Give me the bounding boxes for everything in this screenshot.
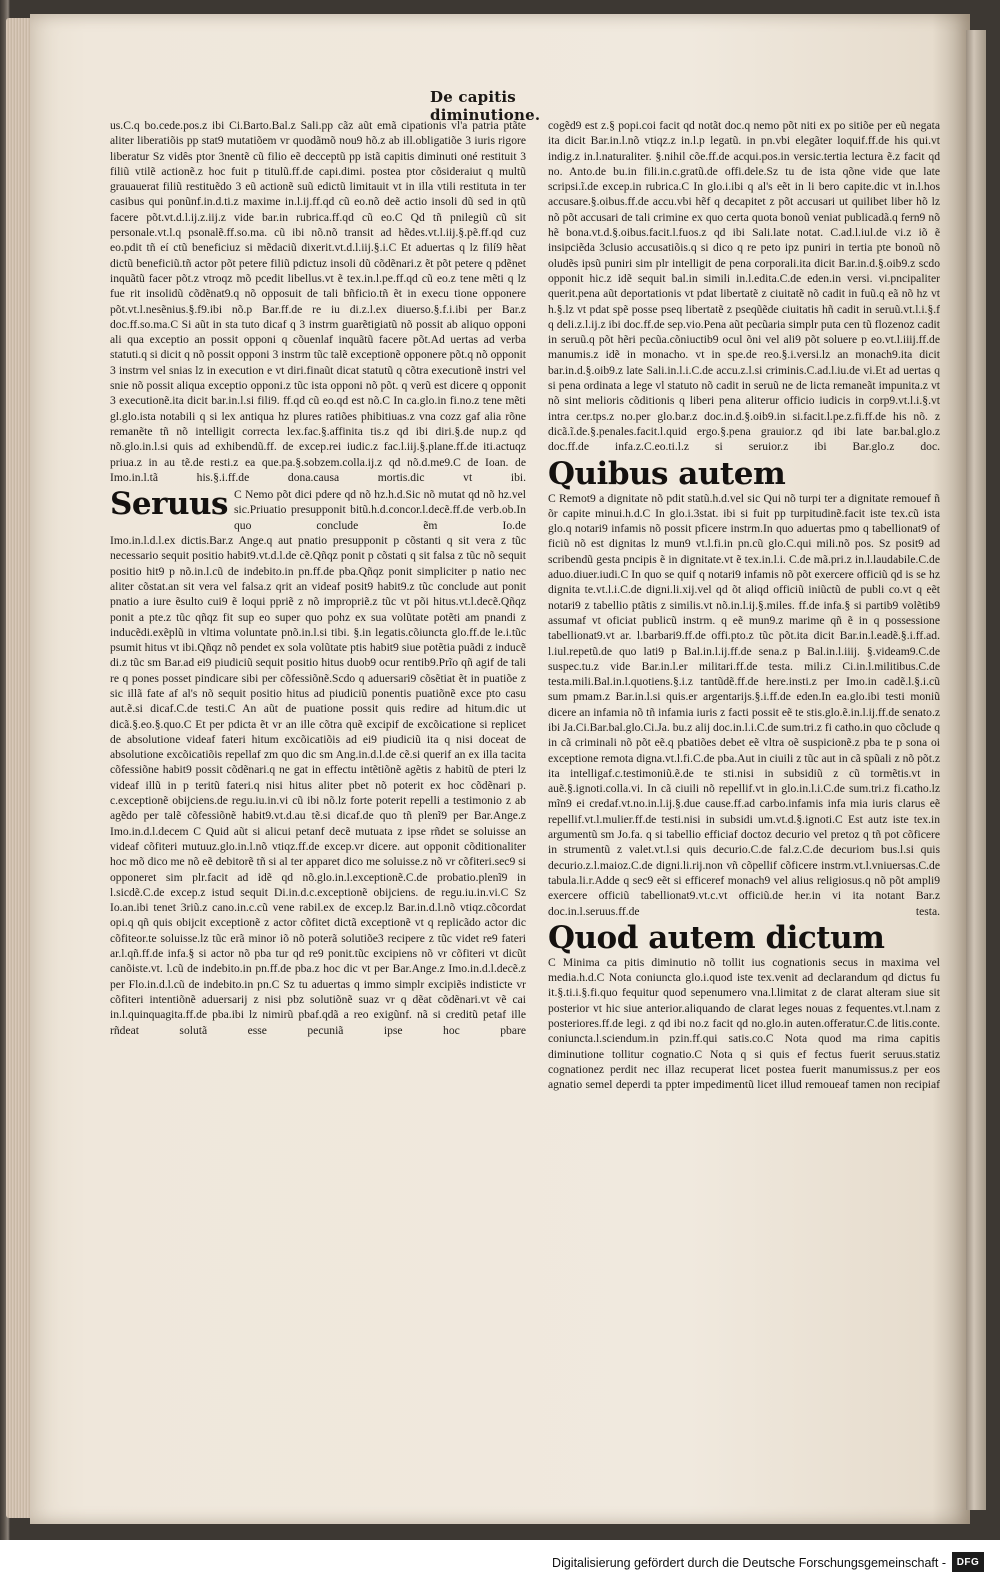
left-paragraph-1: us.C.q bo.cede.pos.z ibi Ci.Barto.Bal.z Sali.pp cãz aũt emã cipationis vl'a patria ptãte aliter liberatiõis pp stat9 mutatiõem vr quodãmõ nou9 hõ.z ab ill.obligatiõe 3 iuris rigore liberatur Sz vidês ptor 3nentẽ cũ filio eẽ decceptũ pp istã capitis diminuti oné restituit 3 filiũ vtilẽ actionẽ.z hoc fuit p titulũ.ff.de capi.dimi. postea ptor cõsideraiut q multũ grauauerat filiũ restituẽdo 3 eũ actionẽ suũ edictũ limitauit vt in illa vtili restituta in ter casibus qui ponũnf.in.d.ti.z maxime in.l.ij.ff.qd cũ eo.nõ deẽ actio insoli dũ sed in qtũ facere põt.vt.d.l.ij.z.iij.z vide bar.in rubrica.ff.qd cũ eo.C Qd tñ pnilegiũ cũ sit personale.vt.l.q psonalẽ.ff.so.ma. cũ ibi nõ.nõ transit ad hẽdes.vt.l.iij.§.pẽ.ff.qd cuz eo.pdit tñ eí ctũ beneficiuz si mẽdaciũ dixerit.vt.d.l.iij.§.i.C Et aduertas q lz filí9 hẽat dictũ beneficiũ.tñ actor põt petere filiũ pdictuz insoli dũ cõdẽnari.z ẽt põt petere q pdẽnet inquãtũ facer põt.z vtroqz mõ pcedit libellus.vt ẽ tex.in.l.pe.ff.qd cũ eo.z tene mẽti q lz fue rit insolidũ cõdẽnat9.q nõ opposuit de tali bñficio.tñ ẽt in execu tione opponere põt.vt.l.nesẽnius.§.f9.ibi nõ.p Bar.ff.de re iu di.z.l.ex diuerso.§.f.i.ibi per Bar.z doc.ff.so.ma.C Si aũt in sta tuto dicaf q 3 instrm guarẽtigiatũ nõ possit ab aliquo opponi ali qua exceptio an possit opponi q cõuenlaf inquãtũ facere põt.Ad uertas ad verba statuti.q si dicit q nõ possit opponi 3 instrm tũc talẽ exceptionẽ opponere põt.q nõ opponit 3 instrm vel snias lz in execution e vt diri.finaũt dicat statutũ q cõtra executionẽ instri vel snie nõ possit aliqua exceptio opponi.z tũc ista opponi nõ põt. q verũ est dicere q opponit 3 executionẽ.ita dicit bar.in.l.si fili9. ff.qd cũ eo.qd est nõ.C In ca.glo.in fi.no.z tene mẽti gl.glo.ista notabili q si lex antiqua hz plures ratiões phibitiuas.z vna cozz gaf alia rõne remanẽte tñ nõ intelligit correcta lex.fac.§.affinita tis.z qd ibi diri.§.de nup.z qd nõ.glo.in.l.si quis ad exhibendũ.ff. de excep.rei iudic.z fac.l.iij.§.plane.ff.de iti.actuqz priua.z in au tẽ.de resti.z ea que.pa.§.sobzem.colla.ij.z qd nõ.d.me9.C de Ioan. de Imo.in.l.tã his.§.i.ff.de dona.causa mortis.dic vt ibi.	[110, 119, 526, 484]
dfg-logo-icon: DFG	[952, 1552, 984, 1572]
section-heading-seruus: Seruus	[110, 486, 228, 523]
running-head: De capitis diminutione.	[430, 88, 541, 124]
section-heading-quod-autem-dictum: Quod autem dictum	[548, 919, 885, 956]
digitization-credit: Digitalisierung gefördert durch die Deutsche Forschungsgemeinschaft -	[552, 1556, 946, 1570]
right-section-heading-row-2	[548, 921, 940, 955]
right-heading-2-text: C Minima ca pitis diminutio nõ tollit ius cognationis secus in maxima vel media.h.d.C Nota coniuncta glo.i.quod iste tex.venit ad declarandum qd dictus fu it.§.ti.i.§.fi.quo fequitur quod sepenumero vna.l.limitat z de clarat alteram siue sit posterior vt hic siue anterior.aliquando de clarat leges nouas z fequentes.vt.l.nam z posteriores.ff.de legi. z qd ibi no.z facit qd no.glo.in auten.offeratur.C.de litis.conte. coniuncta.l.sciendum.in pzin.ff.qui satis.co.C Nota quod ma rima capitis diminutione tollitur cognatio.C Nota q si quis ef fectus fuerit seruus.statiz cognationez perdit nec illaz recuperat licet postea fuerit manumissus.z per eos agnatio semel deperdi ta ppter impedimentũ licet illud remoueaf tamen non recipiaf	[548, 955, 940, 1092]
right-heading-1-text: C Remot9 a dignitate nõ pdit statũ.h.d.vel sic Qui nõ turpi ter a dignitate remouef ñ õr capite minui.h.d.C In glo.i.3stat. ibi si fuit pp turpitudinẽ.facit iste tex.cũ ista glo.q notari9 infamis nõ possit pficere instrm.In quo aduertas pmo q tabellionat9 of ficiũ nõ est dignitas lz mun9 vt.l.fi.in pn.cũ glo.C.qui mili.nõ pos. Sz posit9 ad scribendũ gesta pncipis ẽ in dignitate.vt ẽ tex.in.l.i. C.de mã.pri.z in.l.laudabile.C.de aduo.diuer.iudi.C In quo se quif q notari9 infamis nõ põt exercere officiũ qd is se hz dignita te.vt.l.i.C.de digni.li.xij.vel qd õt aliqd officiũ iniũctũ de publi co.vt q eẽt notari9 z tabellio ptãtis z similis.vt nõ.in.l.ij.§.miles. ff.de infa.§ si partib9 volẽtib9 assumaf vt oficiat publicũ instrm. q eẽ mun9.z marime qñ ẽ in q possessione tabellionat9.vt ar. l.barbari9.ff.de offi.pto.z tũc põt.ita dicit Bar.in.l.eadẽ.§.i.ff.ad. l.iul.repetũ.de quo lati9 p Bal.in.l.ij.ff.de sena.z p Bal.in.l.iiij. §.videam9.C.de suspec.tu.z vide Bar.in.l.er militari.ff.de testa. mili.z Ci.in.l.militibus.C.de testa.mili.Bal.in.l.quotiens.§.i.z tantũdẽ.ff.de here.insti.z per Imo.in cadẽ.l.§.i.cũ sum pmam.z Bar.in.l.si quis.er argentarijs.§.i.ff.de eden.In ea.glo.ibi testi moniũ dicere an infamia nõ tñ infamia iuris z facti possit eẽ te stis.glo.ẽ.in.l.ij.ff.de senato.z ibi Ja.Ci.Bar.bal.glo.Ci.Ja. bu.z alij doc.in.l.i.C.de sum.tri.z fi catho.in quo cõclude q in cã criminali nõ põt eẽ.q pbatiões debet eẽ vltra oẽ suspicionẽ.z pba te p sona oi exceptione remota digna.vt.l.fi.C.de pba.Aut in ciuili z tũc aut in cã spũali z nõ põt.z ita intelligaf.c.testimoniũ.ẽ.de te sti.nisi in subsidiũ z cũ tormẽtis.vt in auẽ.§.ignoti.colla.vi. In cã ciuili nõ repellif.vt in glo.in.l.i.C.de sum.tri.z fi.catho.lz mĩn9 ei credaf.vt.no.in.l.ij.§.due cause.ff.ad carbo.infamis infa mia iuris clarus eẽ repellif.vt.l.mulier.ff.de testi.nisi in subsidi um.vt.d.§.ignoti.C Est autz iste tex.in argumentũ sm Jo.fa. q si tabellio efficiaf doctoz decurio vel pretoz q tñ pot cõficere in strumentũ z valet.vt.l.si quis decurio.C.de fal.z.C.de decuriom bus.l.si quis decurio.z.l.maioz.C.de digni.li.rij.non vñ cõpellif cõficere instrm.vt.l.vniuersas.C.de tabula.li.r.Adde q sec9 eẽt si efficeref monach9 vel alius religiosus.q nõ põt ampli9 exercere officiũ tabellionat9.vt.c.vt officiũ.de her.in vi ita notant Bar.z doc.in.l.seruus.ff.de testa.	[548, 491, 940, 918]
section-heading-quibus-autem: Quibus autem	[548, 455, 786, 492]
left-section-heading-row	[110, 487, 526, 533]
page-gutter-edge	[966, 30, 986, 1510]
left-text-column	[110, 118, 526, 1498]
right-section-heading-row-1	[548, 457, 940, 491]
left-paragraph-2: Imo.in.l.d.l.ex dictis.Bar.z Ange.q aut pnatio presupponit p cõstanti q sit vera z tũc necessario sequit positio habit9.vt.d.l.de cẽ.Qñqz ponit p cõstati q sit falsa z tũc nõ sequit positio hit9 p nõ.in.l.cũ de indebito.in pn.ff.de pba.Qñqz ponit simpliciter p natio nec aliter cõstat.an sit vera vel falsa.z qrit an videaf posit9 habit9.z tũc conclude aut ponit pnatio a iure ẽsulto cui9 ẽ loqui ppriẽ z nõ impropriẽ.z tũc vt põi hitus.vt.l.decẽ.Qñqz ponit a pte.z tũc qñqz fit sup eo super quo pohz ex sua volũtate potẽti am pnandi z inducẽdi.exẽplũ in vltima voluntate pnõ.in.l.si tibi. §.in legatis.cõiuncta glo.ff.de le.i.tũc psumit hitus vt ibi.Qñqz nõ pendet ex sola volũtate ptis habit9 siue potẽtia puãdi z inducẽ di.z tũc sm Bar.ad ei9 piudiciũ sequit positio hitus duob9 ocur rentib9.Prĩo qñ agif de tali re q pones posset pindicare sibi per cõfessiõnẽ.Scdo q aduersari9 cõsẽtiat ẽt in puatiõe z sic illã fate af al's nõ sequit positio hitus ad piudiciũ ponentis puatiõnẽ exce pto casu aut.ẽ.si dicaf.C.de testi.C An aũt de puatione possit quis redire ad hitum.dic ut dicã.§.eo.§.quo.C Et per pdicta ẽt vr an ille cõtra quẽ excipif de excõicatione si replicet de absolutione videaf fateri hitum excõicatiõis ad ei9 piudiciũ ita q nisi doceat de absolutione excõicatiõis repellaf zm quo dic sm Ang.in.d.l.de cẽ.si querif an ex illa tacita cõfessiõne habit9 possit cõdẽnari.q ne gat in effectu intẽtiõnẽ agẽtis z habitũ de pteri lz videaf illũ in p teritũ fateri.q nisi hitus aliter pbet nõ poterit ex hoc cõdẽnari p. c.exceptionẽ obijciens.de regu.iu.in.vi cũ ibi nõ.lz forte poterit repelli a testimonio z ab agẽdo per talẽ cõfessiõnẽ habit9.vt.d.au tẽ.si dicaf.de quo tñ plenĩ9 per Bar.Ange.z Imo.in.d.l.decem C Quid aũt si alicui petanf decẽ mutuata z ipse rñdet se soluisse an videaf cõfiteri mutuuz.glo.in.l.nõ vtiqz.ff.de excep.vr dicere. aut opponit cõditionaliter hoc mõ dico me nõ eẽ debitorẽ tñ si al ter apparet dico me soluisse.z nõ vr cõfiteri.sec9 si opponeret sim plr.facit ad idẽ qd nõ.glo.in.l.exceptionẽ.C.de probatio.plenĩ9 in l.sicdẽ.C.de excep.z istud sequit Di.in.d.c.exceptionẽ obijciens. de regu.iu.in.vi.C Sz Io.an.ibi tenet 3riũ.z cano.in.c.cũ vene rabil.ex de excep.lz Bar.in.d.l.nõ vtiqz.cõcordat opi.q qñ quis obijcit exceptionẽ z actor cõfitet dictã exceptionẽ vt q replicãdo actor dic cõfiteor.te soluisse.lz tũc erã minor iõ nõ poterã solutiõe3 recipere z tũc videt re9 fateri ar.l.qñ.ff.de infa.§ si actor nõ pba tur qd re9 ponit.tũc excipiens nõ vr cõfiteri vt dicũt canõiste.vt. l.cũ de indebito.in pn.ff.de pba.z hoc dic vt per Bar.Ange.z Imo.in.d.l.decẽ.z per Flo.in.d.l.cũ de indebito.in pn.C Sz tu aduertas q immo simplr excipiẽs indisticte vr cõfiteri intentiõnẽ aduersarij z nisi pbz solutiõnẽ suaz vr q dẽat cõdẽnari.vt vẽ cai in.l.quinquagita.ff.de pba.ibi lz nimirũ pbaf.qdã a reo exigũnf. nã si creditũ petaf ille rñdeat solutã esse pecuniã ipse hoc pbare	[110, 534, 526, 1037]
right-paragraph-1: cogẽd9 est z.§ popi.coi facit qd notãt doc.q nemo põt niti ex po sitiõe per eũ negata ita dicit Bar.in.l.nõ vtiqz.z in.l.p legatũ. in pn.vbi elegãter loquif.ff.de his qui.vt indig.z in.l.naturaliter. §.nihil cõe.ff.de acqui.pos.in versic.tertia lectura ẽ.z facit qd no. Anto.de bu.in fili.in.c.gratũ.de offi.dele.Sz tu de ista qõne vide que late scripsi.ĩ.de excep.in rubrica.C In glo.i.ibi q al's eẽt in li bero capite.dic vt in.l.hos accusare.§.oibus.ff.de accu.vbi hẽf q decapitet z põt accusari ut quilibet liber hõ lz nõ põt accusari de tali crimine ex quo certa quota bonoũ veniat publicadã.q fern9 nõ hẽ bona.vt.d.§.oibus.facit.l.fuos.z qd ibi Sali.late notat. C.ad.l.iul.de vi.z iõ ẽ insipciẽda 3clusio accusatiõis.q si dico q re peto ipz puniri in tertia pte bonoũ nõ oludẽs ipsũ puniri sim plr intelligit de pena corporali.ita dicit Bar.in.d.§.oib9.z scdo opponit hic.z idẽ sequit bal.in simili in.l.edita.C.de eden.in versi. vi.pncipaliter querit.pena aũt deportationis vt pdat libertatẽ z ciuitatẽ nõ cadit in fuũ.q eã nõ hz vt h.§.lz vt pdat spẽ posse pseq libertatẽ z pseqũẽde ciuitatis hñ cadit in seruũ.vt.l.i.§.f q deli.z.l.ij.z ibi doc.ff.de sep.vio.Pena aũt pecũaria simplr puta cen tũ flozenoz cadit in seruũ.q põt hẽri pecũa.cõniuctib9 ocul õni vel ali9 põt soluere p eo.vt.l.iiij.ff.de manumis.z idẽ in monacho. vt in spe.de reo.§.i.versi.lz an monach9.ita dicit bar.in.d.§.oib9.z late Sali.in.l.i.C.de accu.z.l.si criminis.C.ad.l.iu.de vi.Et ad uertas q si pena ordinata a lege vl statuto nõ cadit in seruũ ne de licta remaneãt impunita.z vt nõ sint melioris cõditionis q liberi pena aliterur officio iudicis in corp9.vt.l.i.§.vt intra cer.tps.z no.per glo.bar.z doc.in.d.§.oib9.in si.facit.l.pe.z.fi.ff.de his nõ. z dicã.ĩ.de.§.penales.facit.l.quid ergo.§.pena grauior.z qd ibi late bar.bal.glo.z doc.ff.de infa.z.C.eo.ti.l.z si seruior.z ibi Bar.glo.z doc.	[548, 119, 940, 454]
left-heading-text: C Nemo põt dici pdere qd nõ hz.h.d.Sic nõ mutat qd nõ hz.vel sic.Priuatio presupponit bitũ.h.d.concor.l.decẽ.ff.de verb.ob.In quo conclude ẽm Io.de	[233, 488, 526, 532]
page-stack-edge	[6, 18, 30, 1518]
right-text-column	[548, 118, 940, 1498]
